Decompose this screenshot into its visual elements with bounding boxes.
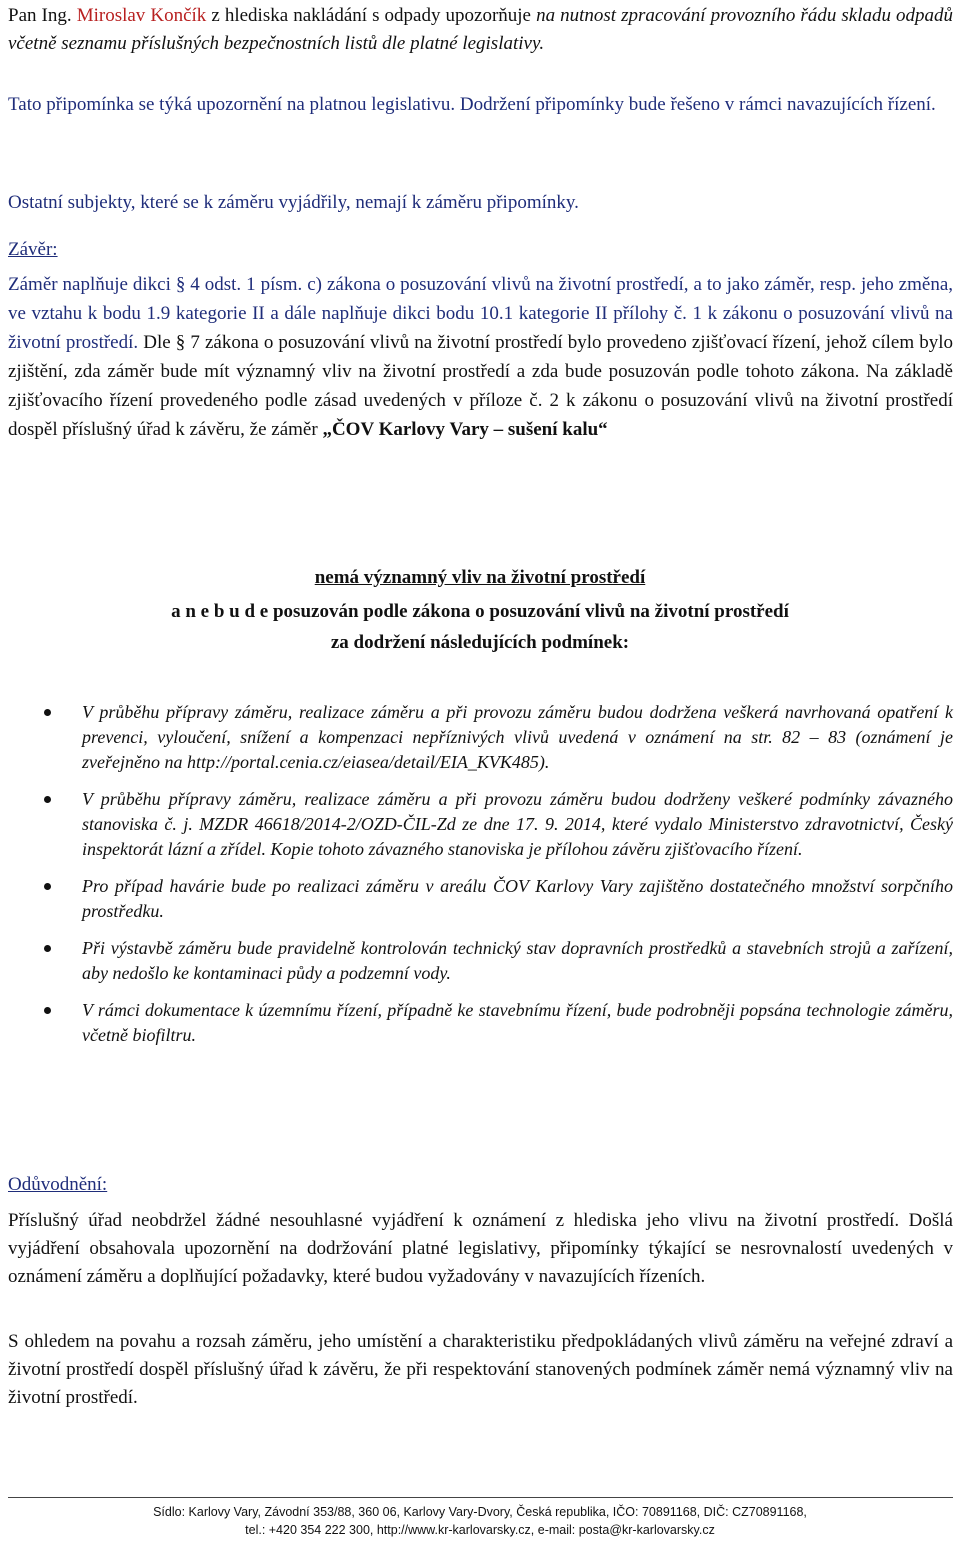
decision-line-1: nemá významný vliv na životní prostředí (314, 567, 646, 588)
bullet-icon (44, 1007, 51, 1014)
project-name: „ČOV Karlovy Vary – sušení kalu“ (322, 419, 608, 440)
bullet-icon (44, 945, 51, 952)
bullet-icon (44, 709, 51, 716)
conclusion-paragraph (8, 270, 953, 444)
bullet-icon (44, 883, 51, 890)
justification-heading: Odůvodnění: (8, 1174, 108, 1195)
condition-item: V průběhu přípravy záměru, realizace záměru a při provozu záměru budou dodržena veškerá navrhovaná opatření k prevenci, vyloučení, snížení a kompenzaci nepříznivých vlivů uvedená v oznámení na str. 82 – 83 (oznámení je zveřejněno na http://portal.cenia.cz/eiasea/detail/EIA_KVK485). (38, 700, 953, 775)
other-subjects-paragraph: Ostatní subjekty, které se k záměru vyjádřily, nemají k záměru připomínky. (8, 192, 579, 213)
comment-paragraph (8, 2, 953, 58)
decision-a: a (171, 601, 181, 622)
commenter-title: Pan Ing. (8, 5, 72, 26)
decision-line-3: za dodržení následujících podmínek: (330, 632, 630, 653)
comment-italic-text: na nutnost zpracování provozního řádu skladu odpadů včetně seznamu příslušných bezpečnostních listů dle platné legislativy. (8, 5, 954, 54)
justification-paragraph-1: Příslušný úřad neobdržel žádné nesouhlasné vyjádření k oznámení z hlediska jeho vlivu na životní prostředí. Došlá vyjádření obsahovala upozornění na dodržování platné legislativy, připomínky týkající se nesrovnalostí uvedených v oznámení záměru a doplňující požadavky, které budou vyžadovány v navazujících řízeních. (8, 1210, 953, 1287)
conclusion-text-a: Záměr naplňuje dikci § 4 odst. 1 písm. c) zákona o posuzování vlivů na životní prostředí, a to jako záměr, resp. jeho změna, ve vztahu k bodu 1.9 kategorie II a dále naplňuje dikci bodu 10.1 kategorie II přílohy č. 1 k zákonu o posuzování vlivů na životní prostředí. (8, 274, 953, 353)
condition-item: V průběhu přípravy záměru, realizace záměru a při provozu záměru budou dodrženy veškeré podmínky závazného stanoviska č. j. MZDR 46618/2014-2/OZD-ČIL-Zd ze dne 17. 9. 2014, které vydalo Ministerstvo zdravotnictví, Český inspektorát lázní a zřídel. Kopie tohoto závazného stanoviska je přílohou závěru zjišťovacího řízení. (38, 787, 953, 862)
comment-response: Tato připomínka se týká upozornění na platnou legislativu. Dodržení připomínky bude řešeno v rámci navazujících řízení. (8, 94, 936, 115)
footer-divider (8, 1497, 953, 1498)
justification-paragraph-2: S ohledem na povahu a rozsah záměru, jeho umístění a charakteristiku předpokládaných vlivů záměru na veřejné zdraví a životní prostředí dospěl příslušný úřad k závěru, že při respektování stanovených podmínek záměr nemá významný vliv na životní prostředí. (8, 1331, 953, 1408)
conclusion-text-b: Dle § 7 zákona o posuzování vlivů na životní prostředí bylo provedeno zjišťovací řízení, jehož cílem bylo zjištění, zda záměr bude mít významný vliv na životní prostředí a zda bude posuzován podle tohoto zákona. Na základě zjišťovacího řízení provedeného podle zásad uvedených v příloze č. 2 k zákonu o posuzování vlivů na životní prostředí dospěl příslušný úřad k závěru, že záměr (8, 332, 953, 440)
bullet-icon (44, 796, 51, 803)
footer-address: Sídlo: Karlovy Vary, Závodní 353/88, 360 06, Karlovy Vary-Dvory, Česká republika, IČO: 70891168, DIČ: CZ70891168, (153, 1505, 807, 1519)
comment-text: z hlediska nakládání s odpady upozorňuje (211, 5, 531, 26)
conclusion-heading: Závěr: (8, 239, 58, 260)
footer-contact: tel.: +420 354 222 300, http://www.kr-karlovarsky.cz, e-mail: posta@kr-karlovarsky.cz (245, 1523, 715, 1537)
decision-posuzovan: posuzován podle zákona o posuzování vlivů na životní prostředí (272, 601, 789, 622)
condition-item: Pro případ havárie bude po realizaci záměru v areálu ČOV Karlovy Vary zajištěno dostatečného množství sorpčního prostředku. (38, 874, 953, 924)
footer (0, 1503, 960, 1539)
condition-item: Při výstavbě záměru bude pravidelně kontrolován technický stav dopravních prostředků a stavebních strojů a zařízení, aby nedošlo ke kontaminaci půdy a podzemní vody. (38, 936, 953, 986)
condition-item: V rámci dokumentace k územnímu řízení, případně ke stavebnímu řízení, bude podrobněji popsána technologie záměru, včetně biofiltru. (38, 998, 953, 1048)
decision-nebude: n e b u d e (185, 601, 269, 622)
decision-line-2 (0, 597, 960, 627)
commenter-name: Miroslav Končík (76, 5, 207, 26)
conditions-list (38, 700, 953, 1060)
